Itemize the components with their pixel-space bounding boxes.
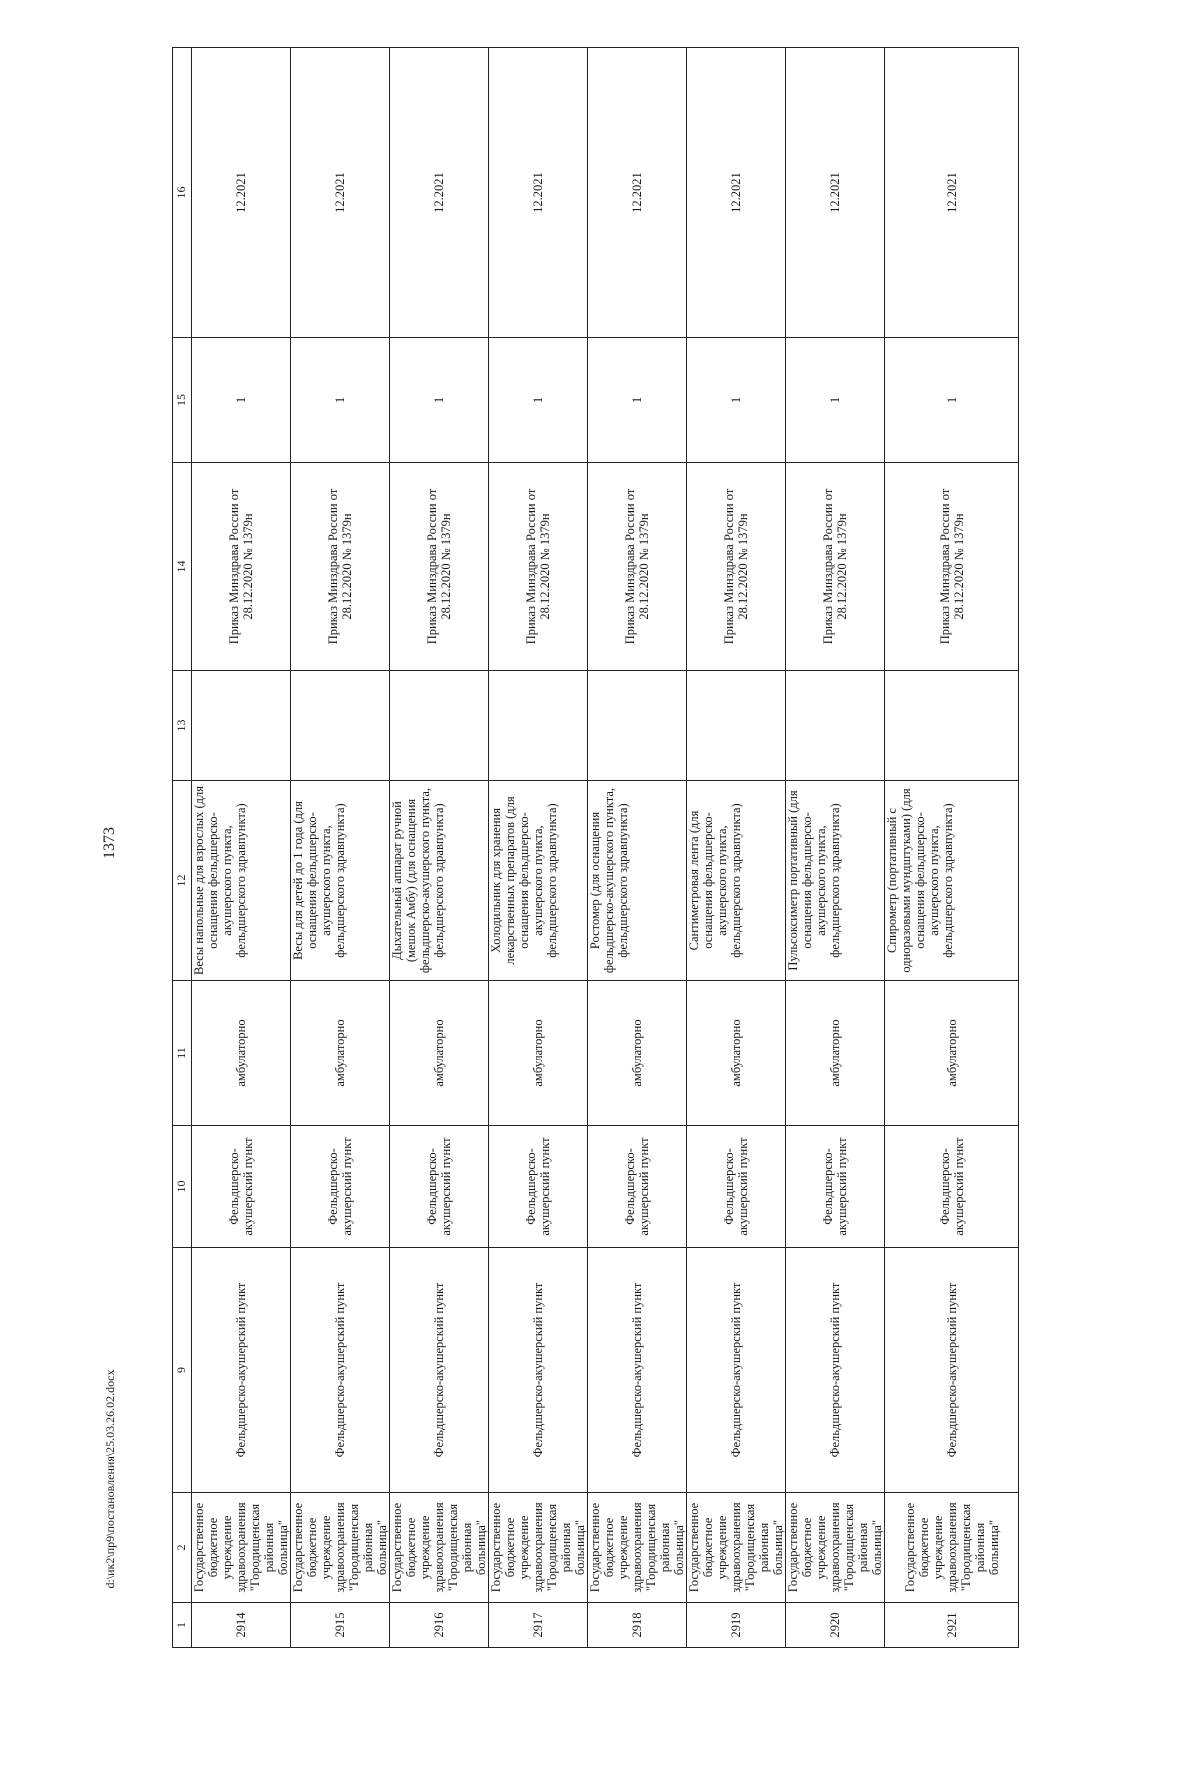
quantity-cell: 1 bbox=[390, 338, 489, 463]
page-number: 1373 bbox=[101, 827, 118, 859]
care-mode-cell: амбулаторно bbox=[390, 981, 489, 1126]
date-cell: 12.2021 bbox=[489, 48, 588, 338]
column-13-cell bbox=[885, 671, 1019, 781]
table-row bbox=[192, 48, 291, 1648]
column-number: 12 bbox=[173, 781, 192, 981]
table-row bbox=[489, 48, 588, 1648]
table-row bbox=[390, 48, 489, 1648]
equipment-cell: Спирометр (портативный с одноразовыми мундштуками) (для оснащения фельдшерско-акушерского пункта, фельдшерского здравпункта) bbox=[885, 781, 1019, 981]
column-13-cell bbox=[786, 671, 885, 781]
care-mode-cell: амбулаторно bbox=[885, 981, 1019, 1126]
facility-cell: Фельдшерско-акушерский пункт bbox=[489, 1248, 588, 1493]
facility-cell: Фельдшерско-акушерский пункт bbox=[786, 1248, 885, 1493]
equipment-cell: Весы напольные для взрослых (для оснащения фельдшерско-акушерского пункта, фельдшерского здравпункта) bbox=[192, 781, 291, 981]
table-row bbox=[687, 48, 786, 1648]
row-number: 2919 bbox=[687, 1603, 786, 1648]
quantity-cell: 1 bbox=[687, 338, 786, 463]
facility-cell: Фельдшерско-акушерский пункт bbox=[291, 1248, 390, 1493]
unit-cell: Фельдшерско-акушерский пункт bbox=[885, 1126, 1019, 1248]
column-13-cell bbox=[192, 671, 291, 781]
organization-cell: Государственное бюджетное учреждение здравоохранения "Городищенская районная больница" bbox=[192, 1493, 291, 1603]
unit-cell: Фельдшерско-акушерский пункт bbox=[291, 1126, 390, 1248]
unit-cell: Фельдшерско-акушерский пункт bbox=[489, 1126, 588, 1248]
care-mode-cell: амбулаторно bbox=[192, 981, 291, 1126]
table-row bbox=[588, 48, 687, 1648]
unit-cell: Фельдшерско-акушерский пункт bbox=[588, 1126, 687, 1248]
row-number: 2915 bbox=[291, 1603, 390, 1648]
equipment-table bbox=[172, 47, 1019, 1648]
care-mode-cell: амбулаторно bbox=[588, 981, 687, 1126]
care-mode-cell: амбулаторно bbox=[489, 981, 588, 1126]
column-13-cell bbox=[687, 671, 786, 781]
table-row bbox=[291, 48, 390, 1648]
date-cell: 12.2021 bbox=[192, 48, 291, 338]
equipment-cell: Весы для детей до 1 года (для оснащения фельдшерско-акушерского пункта, фельдшерского здравпункта) bbox=[291, 781, 390, 981]
organization-cell: Государственное бюджетное учреждение здравоохранения "Городищенская районная больница" bbox=[687, 1493, 786, 1603]
order-cell: Приказ Минздрава России от 28.12.2020 № 1379н bbox=[291, 463, 390, 671]
equipment-cell: Пульсоксиметр портативный (для оснащения фельдшерско-акушерского пункта, фельдшерского здравпункта) bbox=[786, 781, 885, 981]
column-number: 15 bbox=[173, 338, 192, 463]
column-number: 10 bbox=[173, 1126, 192, 1248]
unit-cell: Фельдшерско-акушерский пункт bbox=[390, 1126, 489, 1248]
quantity-cell: 1 bbox=[588, 338, 687, 463]
order-cell: Приказ Минздрава России от 28.12.2020 № 1379н bbox=[786, 463, 885, 671]
equipment-cell: Холодильник для хранения лекарственных препаратов (для оснащения фельдшерско-акушерского пункта, фельдшерского здравпункта) bbox=[489, 781, 588, 981]
table-row bbox=[885, 48, 1019, 1648]
row-number: 2917 bbox=[489, 1603, 588, 1648]
column-13-cell bbox=[588, 671, 687, 781]
date-cell: 12.2021 bbox=[390, 48, 489, 338]
row-number: 2921 bbox=[885, 1603, 1019, 1648]
date-cell: 12.2021 bbox=[588, 48, 687, 338]
row-number: 2918 bbox=[588, 1603, 687, 1648]
order-cell: Приказ Минздрава России от 28.12.2020 № 1379н bbox=[489, 463, 588, 671]
equipment-cell: Дыхательный аппарат ручной (мешок Амбу) (для оснащения фельдшерско-акушерского пункта, фельдшерского здравпункта) bbox=[390, 781, 489, 981]
table-row bbox=[786, 48, 885, 1648]
quantity-cell: 1 bbox=[786, 338, 885, 463]
column-13-cell bbox=[390, 671, 489, 781]
column-number: 14 bbox=[173, 463, 192, 671]
column-number: 9 bbox=[173, 1248, 192, 1493]
organization-cell: Государственное бюджетное учреждение здравоохранения "Городищенская районная больница" bbox=[786, 1493, 885, 1603]
quantity-cell: 1 bbox=[489, 338, 588, 463]
care-mode-cell: амбулаторно bbox=[687, 981, 786, 1126]
facility-cell: Фельдшерско-акушерский пункт bbox=[885, 1248, 1019, 1493]
order-cell: Приказ Минздрава России от 28.12.2020 № 1379н bbox=[588, 463, 687, 671]
row-number: 2914 bbox=[192, 1603, 291, 1648]
column-number: 11 bbox=[173, 981, 192, 1126]
organization-cell: Государственное бюджетное учреждение здравоохранения "Городищенская районная больница" bbox=[489, 1493, 588, 1603]
order-cell: Приказ Минздрава России от 28.12.2020 № 1379н bbox=[687, 463, 786, 671]
date-cell: 12.2021 bbox=[291, 48, 390, 338]
unit-cell: Фельдшерско-акушерский пункт bbox=[687, 1126, 786, 1248]
quantity-cell: 1 bbox=[291, 338, 390, 463]
facility-cell: Фельдшерско-акушерский пункт bbox=[588, 1248, 687, 1493]
rotated-table-container bbox=[172, 48, 1034, 1648]
date-cell: 12.2021 bbox=[786, 48, 885, 338]
column-13-cell bbox=[489, 671, 588, 781]
footer-file-path: d:\ик2\пр9\постановления\25.03.26.02.docx bbox=[103, 1369, 117, 1589]
equipment-cell: Сантиметровая лента (для оснащения фельдшерско-акушерского пункта, фельдшерского здравпункта) bbox=[687, 781, 786, 981]
quantity-cell: 1 bbox=[192, 338, 291, 463]
column-13-cell bbox=[291, 671, 390, 781]
column-number: 16 bbox=[173, 48, 192, 338]
care-mode-cell: амбулаторно bbox=[786, 981, 885, 1126]
column-number-row bbox=[173, 48, 192, 1648]
organization-cell: Государственное бюджетное учреждение здравоохранения "Городищенская районная больница" bbox=[390, 1493, 489, 1603]
equipment-cell: Ростомер (для оснащения фельдшерско-акушерского пункта, фельдшерского здравпункта) bbox=[588, 781, 687, 981]
organization-cell: Государственное бюджетное учреждение здравоохранения "Городищенская районная больница" bbox=[291, 1493, 390, 1603]
unit-cell: Фельдшерско-акушерский пункт bbox=[786, 1126, 885, 1248]
order-cell: Приказ Минздрава России от 28.12.2020 № 1379н bbox=[885, 463, 1019, 671]
facility-cell: Фельдшерско-акушерский пункт bbox=[192, 1248, 291, 1493]
date-cell: 12.2021 bbox=[687, 48, 786, 338]
date-cell: 12.2021 bbox=[885, 48, 1019, 338]
facility-cell: Фельдшерско-акушерский пункт bbox=[390, 1248, 489, 1493]
row-number: 2916 bbox=[390, 1603, 489, 1648]
organization-cell: Государственное бюджетное учреждение здравоохранения "Городищенская районная больница" bbox=[885, 1493, 1019, 1603]
column-number: 2 bbox=[173, 1493, 192, 1603]
column-number: 13 bbox=[173, 671, 192, 781]
column-number: 1 bbox=[173, 1603, 192, 1648]
organization-cell: Государственное бюджетное учреждение здравоохранения "Городищенская районная больница" bbox=[588, 1493, 687, 1603]
care-mode-cell: амбулаторно bbox=[291, 981, 390, 1126]
quantity-cell: 1 bbox=[885, 338, 1019, 463]
unit-cell: Фельдшерско-акушерский пункт bbox=[192, 1126, 291, 1248]
row-number: 2920 bbox=[786, 1603, 885, 1648]
order-cell: Приказ Минздрава России от 28.12.2020 № 1379н bbox=[192, 463, 291, 671]
order-cell: Приказ Минздрава России от 28.12.2020 № 1379н bbox=[390, 463, 489, 671]
facility-cell: Фельдшерско-акушерский пункт bbox=[687, 1248, 786, 1493]
